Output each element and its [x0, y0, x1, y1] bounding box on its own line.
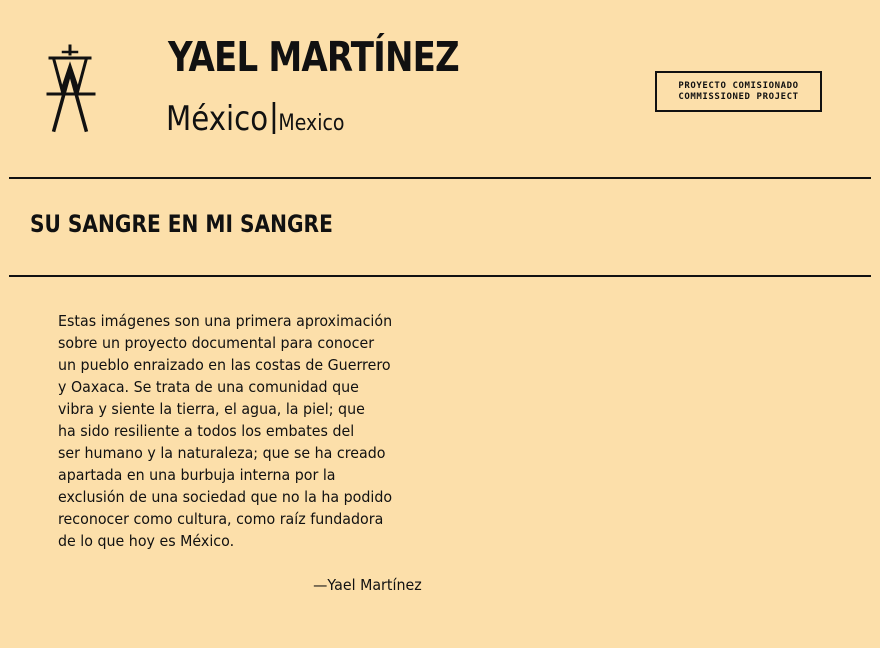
statement-line: un pueblo enraizado en las costas de Guerrero	[58, 356, 391, 374]
artist-country	[166, 99, 345, 139]
country-spanish: México	[166, 99, 269, 139]
statement-line: vibra y siente la tierra, el agua, la piel; que	[58, 400, 365, 418]
badge-line-spanish: PROYECTO COMISIONADO	[678, 80, 799, 91]
artist-name: YAEL MARTÍNEZ	[168, 33, 459, 81]
statement-line: apartada en una burbuja interna por la	[58, 466, 336, 484]
country-english: Mexico	[278, 111, 345, 136]
statement-line: y Oaxaca. Se trata de una comunidad que	[58, 378, 359, 396]
badge-line-english: COMMISSIONED PROJECT	[678, 91, 799, 102]
statement-line: ser humano y la naturaleza; que se ha creado	[58, 444, 386, 462]
statement-line: Estas imágenes son una primera aproximación	[58, 312, 393, 330]
artist-statement	[58, 310, 400, 552]
statement-line: de lo que hoy es México.	[58, 532, 235, 550]
country-divider	[272, 102, 275, 134]
festival-logo-icon	[40, 42, 100, 134]
commissioned-project-badge	[655, 71, 822, 112]
statement-line: reconocer como cultura, como raíz fundadora	[58, 510, 384, 528]
statement-line: ha sido resiliente a todos los embates del	[58, 422, 355, 440]
project-title: SU SANGRE EN MI SANGRE	[30, 210, 333, 238]
statement-line: exclusión de una sociedad que no la ha podido	[58, 488, 393, 506]
header-divider	[9, 177, 871, 179]
statement-line: sobre un proyecto documental para conocer	[58, 334, 375, 352]
statement-attribution: —Yael Martínez	[313, 576, 422, 594]
title-divider	[9, 275, 871, 277]
